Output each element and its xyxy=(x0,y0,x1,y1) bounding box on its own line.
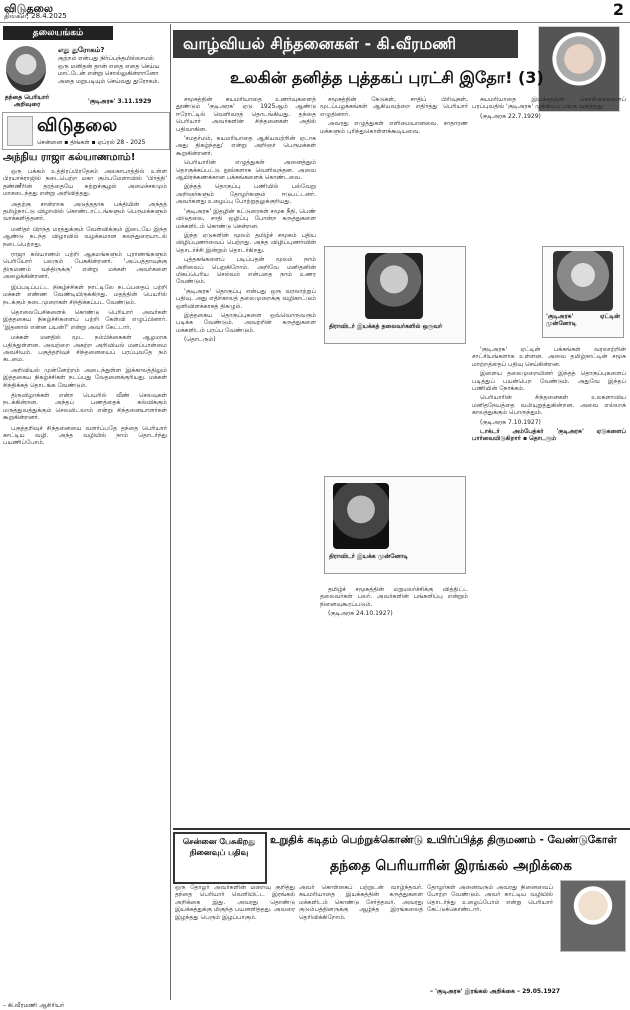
inset-photo-2 xyxy=(324,476,466,574)
paragraph: அறிவியல் முன்னேற்றம் அடைந்துள்ள இக்காலத்திலும் இத்தகைய நிகழ்ச்சிகள் நடப்பது வேதனைக்குரியது. மக்கள் சிந்திக்கத் தொடங்க வேண்டும். xyxy=(3,366,167,389)
editorial-title: அந்நிய ராஜா கல்யாணமாம்! xyxy=(3,152,136,163)
quote-title: எது துரோகம்? xyxy=(58,46,105,54)
paper-name: விடுதலை xyxy=(4,2,54,15)
paragraph: ராஜா கல்யாணம் பற்றி ஆகமங்களும் புராணங்களும் பெரியோர் பலரும் பேசுகின்றனர். 'அப்பத்தாவுக்கு திருமணம் வந்திருக்கு' என்று மக்கள் அவர்களை அழைக்கின்றனர். xyxy=(3,251,167,281)
paragraph: (தொடரும்) xyxy=(184,336,216,344)
paragraph: இந்தத் தொகுப்பு பணியில் பல்வேறு அறிஞர்களும் தோழர்களும் ஈடுபட்டனர். அவர்களது உழைப்பு போற்றுதலுக்குரியது. xyxy=(176,183,316,206)
article-column-3-bottom xyxy=(472,346,626,444)
paragraph: 'சமதர்மம், சுயமரியாதை ஆகியவற்றின் ஏடாக அது திகழ்ந்தது' என்று அறிஞர் பெருமக்கள் கூறுகின்றனர். xyxy=(176,135,316,157)
article-column-2-bottom xyxy=(320,586,468,620)
notice-label: சென்னை பேசுகிறது நினைவுப் பதிவு xyxy=(182,837,256,857)
paragraph: அவரது எழுத்துகள் எளிமையானவை. சாதாரண மக்களும் புரிந்துகொள்ளக்கூடியவை. xyxy=(320,120,468,135)
masthead xyxy=(2,112,170,150)
paragraph: (குடிஅரசு 22.7.1929) xyxy=(480,112,541,120)
paragraph: இளைய தலைமுறையினர் இந்தத் தொகுப்புகளைப் படித்துப் பயன்பெற வேண்டும். அதுவே இந்தப் பணியின் நோக்கம். xyxy=(472,370,626,393)
paragraph: (குடிஅரசு 24.10.1927) xyxy=(328,610,393,618)
paragraph: சமூகத்தின் சுயமரியாதை உணர்வுகளைத் தூண்டும் 'குடிஅரசு' ஏடு 1925ஆம் ஆண்டு ஈரோட்டில் வெளிவரத் தொடங்கியது. தந்தை பெரியார் அவர்களின் சிந்தனைகள் அதில் பதிவாகின. xyxy=(176,96,316,133)
paragraph: மனிதர் பிறந்த மரத்துக்கும் வேள்விக்கும் இடையே இந்த ஆண்டு நடந்த விழாவில் வழக்கமான கலந்துரையாடல் நடைபெற்றது. xyxy=(3,225,167,248)
inset-caption-1: திராவிடர் இயக்கத் தலைவர்களில் ஒருவர் xyxy=(329,323,443,330)
leader-photo-2 xyxy=(333,483,389,549)
paragraph: ஒரு பக்கம் உத்திரப்பிரதேசம் அலகாபாத்தில் உள்ள பிரயாக்ராஜில் நடைபெற்ற மகா கும்பமேளாவில் 'பிர்த்தி' தண்ணீரின் தரத்தையே சுற்றுச்சூழல் அமைச்சகமும் மாசடைந்தது என்று அறிவித்தது. xyxy=(3,168,167,198)
leader-photo-1 xyxy=(365,253,423,319)
article-column-2 xyxy=(320,96,468,824)
article-title: உலகின் தனித்த புத்தகப் புரட்சி இதோ! (3) xyxy=(230,68,544,87)
notice-body xyxy=(175,884,555,996)
notice-headline: உறுதிக் கடிதம் பெற்றுக்கொண்டு உயிர்ப்பித்த திருமணம் - வேண்டுகோள் xyxy=(270,834,617,846)
paragraph: மக்கள் மனதில் மூட நம்பிக்கைகள் ஆழமாக பதிந்துள்ளன. அவற்றை அகற்ற அறிவியல் மனப்பான்மை அவசியம். பகுத்தறிவுச் சிந்தனையைப் பரப்புவதே நம் கடமை. xyxy=(3,334,167,364)
page-header xyxy=(0,0,630,23)
periyar-photo xyxy=(560,880,626,952)
paragraph: இப்படிப்பட்ட நிகழ்ச்சிகள் நாட்டிலே நடப்பதைப் பற்றி மக்கள் எண்ண வேண்டியிருக்கிறது. மதத்தின் பெயரில் நடக்கும் நடைமுறைகள் சிந்திக்கப்பட வேண்டும். xyxy=(3,283,167,306)
paragraph: சுயமரியாதை இயக்கத்தின் கொள்கைகளைப் பரப்புவதில் 'குடிஅரசு' முக்கியப் பங்கு வகித்தது. xyxy=(472,96,626,111)
paragraph: தொலைபேசிகளைக் கொண்டு பெரியார் அவர்கள் இத்தகைய நிகழ்ச்சிகளைப் பற்றி கேள்வி எழுப்பினார். 'இதனால் என்ன பயன்?' என்று அவர் கேட்டார். xyxy=(3,308,167,331)
editorial-column xyxy=(0,24,171,1009)
notice-column-2: அவர் கொள்கைப் பற்றுடன் வாழ்ந்தவர். சுயமரியாதை இயக்கத்தின் கருத்துகளை மக்களிடம் கொண்டு சேர்த்தவர். அவரது குடும்பத்தினருக்கு ஆழ்ந்த இரங்கலைத் தெரிவிக்கிறோம். xyxy=(299,884,423,921)
article-body xyxy=(173,96,628,826)
inset-photo-1 xyxy=(324,246,466,344)
paragraph: புத்தகங்களைப் படிப்பதன் மூலம் நாம் அறிவைப் பெறுகிறோம். அறிவே மனிதனின் மிகப்பெரிய செல்வம் என்பதை நாம் உணர வேண்டும். xyxy=(176,256,316,286)
section-divider xyxy=(173,828,630,830)
paragraph: 'குடிஅரசு' இதழின் கட்டுரைகள் சமூக நீதி, பெண் விடுதலை, சாதி ஒழிப்பு போன்ற கருத்துகளை மக்களிடம் கொண்டு சென்றன. xyxy=(176,207,316,230)
masthead-line: சென்னை ▪ திங்கள் ▪ ஏப்ரல் 28 - 2025 xyxy=(37,139,146,146)
paragraph: இந்த ஏடுகளின் மூலம் தமிழ்ச் சமூகம் புதிய விழிப்புணர்வைப் பெற்றது. அந்த விழிப்புணர்வின் தொடர்ச்சி இன்றும் தொடர்கிறது. xyxy=(176,231,316,254)
notice-source: – 'குடிஅரசு' இரங்கல் அறிக்கை – 29.05.1927 xyxy=(430,988,561,995)
inset-caption-2: திராவிடர் இயக்க முன்னோடி xyxy=(329,553,409,560)
issue-date: திங்கள், 28.4.2025 xyxy=(4,12,67,20)
inset-photo-3 xyxy=(542,246,624,338)
notice-label-box xyxy=(173,832,267,884)
masthead-logo xyxy=(7,116,33,146)
page-number: 2 xyxy=(612,0,624,19)
portrait-caption: தந்தை பெரியார் அறிவுரை xyxy=(4,94,50,108)
leader-photo-3 xyxy=(553,251,613,311)
paragraph: அதற்கு சான்றாக அடுத்ததாக பக்தியின் அந்தத் தமிழ்நாட்டு விழாவில் கொண்டாட்டங்களும் பெருமக்களும் வாக்களித்தனர். xyxy=(3,200,167,223)
quote-source: 'குடிஅரசு' 3.11.1929 xyxy=(88,98,152,105)
end-note: டாக்டர் அம்பேத்கர் 'குடிஅரசு' ஏடுகளைப் பார்வையிடுகிறார் ▪ தொடரும் xyxy=(472,428,626,443)
paragraph: 'குடிஅரசு' ஏட்டின் பக்கங்கள் வரலாற்றின் சாட்சியங்களாக உள்ளன. அவை தமிழ்நாட்டின் சமூக மாற்றத்தைப் பதிவு செய்கின்றன. xyxy=(472,346,626,368)
inset-caption-3: 'குடிஅரசு' ஏட்டின் முன்னோடி xyxy=(546,313,620,327)
paragraph: பெரியாரின் சிந்தனைகள் உலகளாவிய மனிதநேயத்தை வலியுறுத்துகின்றன. அவை எல்லாக் காலத்துக்கும் பொருந்தும். xyxy=(472,394,626,417)
column-banner: வாழ்வியல் சிந்தனைகள் - கி.வீரமணி xyxy=(173,30,518,58)
notice-column-1: ஒரு தோழர் அவர்களின் மறைவு குறித்து தந்தை பெரியார் வெளியிட்ட இரங்கல் அறிக்கை இது. அவரது தொண்டு இயக்கத்துக்கு மிகுந்த பயனளித்தது. அவரை இழந்தது பெரும் இழப்பாகும். xyxy=(175,884,295,921)
paragraph: 'குடிஅரசு' தொகுப்பு என்பது ஒரு வரலாற்றுப் பதிவு. அது எதிர்காலத் தலைமுறைக்கு வழிகாட்டும் ஒளிவிளக்காகத் திகழும். xyxy=(176,287,316,310)
paragraph: இத்தகைய தொகுப்புகளை ஒவ்வொருவரும் படிக்க வேண்டும். அவற்றின் கருத்துகளை மக்களிடம் பரப்ப வேண்டும். xyxy=(176,311,316,334)
paragraph: பெரியாரின் எழுத்துகள் அனைத்தும் தொகுக்கப்பட்டு நூல்களாக வெளிவந்தன. அவை ஆயிரக்கணக்கான பக்கங்களைக் கொண்டவை. xyxy=(176,159,316,182)
section-label: தலையங்கம் xyxy=(3,26,113,40)
paragraph: சமூகத்தின் கேடுகள், சாதிப் பிரிவுகள், மூடப்பழக்கங்கள் ஆகியவற்றை எதிர்த்து பெரியார் எழுதினார். xyxy=(320,96,468,118)
notice-subheadline: தந்தை பெரியாரின் இரங்கல் அறிக்கை xyxy=(330,858,572,874)
quote-text: குற்றம் என்பது நிர்ப்பந்தமில்லாமல் ஒரு மனிதன் தான் எதை எதை செய்ய மாட்டேன் என்று சொல்லுகின்றானோ அதை மறுபடியும் செய்வது துரோகம். xyxy=(58,55,160,85)
masthead-title: விடுதலை xyxy=(37,115,118,136)
paragraph: பகுத்தறிவுச் சிந்தனையை வளர்ப்பதே தந்தை பெரியார் காட்டிய வழி. அந்த வழியில் நாம் தொடர்ந்து பயணிப்போம். xyxy=(3,424,167,447)
paragraph: (குடிஅரசு 7.10.1927) xyxy=(480,418,541,426)
editorial-body xyxy=(3,168,167,998)
article-column-1 xyxy=(176,96,316,824)
paragraph: தமிழ்ச் சமூகத்தின் மறுமலர்ச்சிக்கு வித்திட்ட தலைவர்கள் பலர். அவர்களின் பங்களிப்பு என்றும் நினைவுகூரப்படும். xyxy=(320,586,468,608)
quote-box xyxy=(0,42,168,110)
paragraph: திருவிழாக்கள் என்ற பெயரில் வீண் செலவுகள் நடக்கின்றன. அந்தப் பணத்தைக் கல்விக்கும் மருத்துவத்துக்கும் செலவிடலாம் என்று சிந்தனையாளர்கள் கூறுகின்றனர். xyxy=(3,391,167,422)
notice-column-3: தோழர்கள் அனைவரும் அவரது நினைவைப் போற்ற வேண்டும். அவர் காட்டிய வழியில் தொடர்ந்து உழைப்போம் என்று பெரியார் கேட்டுக்கொண்டார். xyxy=(427,884,553,914)
article-column-3 xyxy=(472,96,626,824)
editor-signature: – கி.வீரமணி ஆசிரியர் xyxy=(3,1002,65,1009)
periyar-portrait xyxy=(6,46,46,92)
